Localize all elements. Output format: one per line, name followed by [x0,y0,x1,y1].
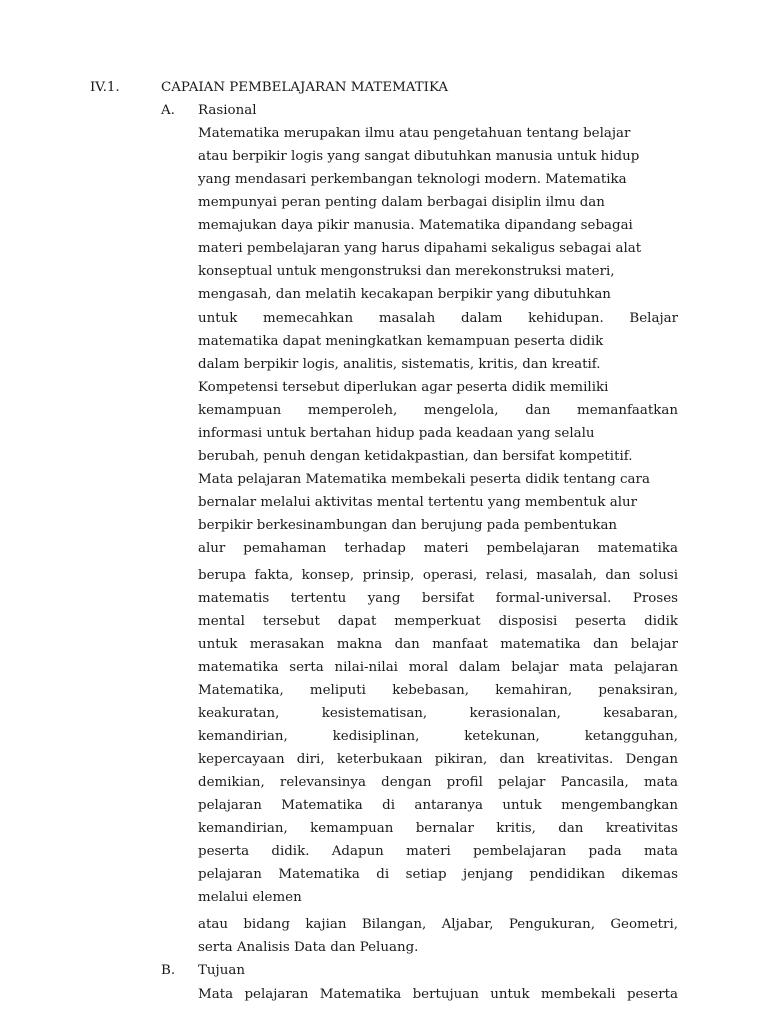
paragraph-line: melalui elemen [198,890,302,905]
subsection-b-title: Tujuan [198,963,245,978]
subsection-b-letter: B. [161,963,176,978]
paragraph-line: berubah, penuh dengan ketidakpastian, dan bersifat kompetitif. [198,449,633,464]
paragraph-line: pelajaran Matematika di antaranya untuk mengembangkan [198,798,678,813]
subsection-a-title: Rasional [198,103,257,118]
paragraph-line: pelajaran Matematika di setiap jenjang pendidikan dikemas [198,867,678,882]
paragraph-line: kemampuan memperoleh, mengelola, dan memanfaatkan [198,403,678,418]
paragraph-line: keakuratan, kesistematisan, kerasionalan, kesabaran, [198,706,678,721]
paragraph-line: matematis tertentu yang bersifat formal-universal. Proses [198,591,678,606]
paragraph-line: Mata pelajaran Matematika bertujuan untuk membekali peserta [198,987,678,1002]
paragraph-line: untuk merasakan makna dan manfaat matematika dan belajar [198,637,678,652]
paragraph-line: bernalar melalui aktivitas mental tertentu yang membentuk alur [198,495,638,510]
paragraph-line: Matematika merupakan ilmu atau pengetahuan tentang belajar [198,126,631,141]
subsection-a-letter: A. [161,103,175,118]
paragraph-line: Matematika, meliputi kebebasan, kemahiran, penaksiran, [198,683,678,698]
section-number: IV.1. [90,80,120,95]
paragraph-line: alur pemahaman terhadap materi pembelajaran matematika [198,541,678,556]
paragraph-line: matematika serta nilai-nilai moral dalam belajar mata pelajaran [198,660,678,675]
paragraph-line: kepercayaan diri, keterbukaan pikiran, dan kreativitas. Dengan [198,752,678,767]
paragraph-line: atau berpikir logis yang sangat dibutuhkan manusia untuk hidup [198,149,640,164]
paragraph-line: memajukan daya pikir manusia. Matematika dipandang sebagai [198,218,633,233]
paragraph-line: dalam berpikir logis, analitis, sistematis, kritis, dan kreatif. [198,357,601,372]
paragraph-line: berupa fakta, konsep, prinsip, operasi, relasi, masalah, dan solusi [198,568,678,583]
paragraph-line: mengasah, dan melatih kecakapan berpikir yang dibutuhkan [198,287,611,302]
paragraph-line: kemandirian, kedisiplinan, ketekunan, ketangguhan, [198,729,678,744]
paragraph-line: mempunyai peran penting dalam berbagai disiplin ilmu dan [198,195,605,210]
paragraph-line: kemandirian, kemampuan bernalar kritis, dan kreativitas [198,821,678,836]
paragraph-line: untuk memecahkan masalah dalam kehidupan. Belajar [198,311,678,326]
paragraph-line: konseptual untuk mengonstruksi dan merekonstruksi materi, [198,264,615,279]
paragraph-line: yang mendasari perkembangan teknologi modern. Matematika [198,172,627,187]
paragraph-line: berpikir berkesinambungan dan berujung pada pembentukan [198,518,618,533]
paragraph-line: peserta didik. Adapun materi pembelajaran pada mata [198,844,678,859]
paragraph-line: Mata pelajaran Matematika membekali peserta didik tentang cara [198,472,650,487]
paragraph-line: atau bidang kajian Bilangan, Aljabar, Pengukuran, Geometri, [198,917,678,932]
paragraph-line: demikian, relevansinya dengan profil pelajar Pancasila, mata [198,775,678,790]
paragraph-line: mental tersebut dapat memperkuat disposisi peserta didik [198,614,678,629]
section-title: CAPAIAN PEMBELAJARAN MATEMATIKA [161,80,449,95]
paragraph-line: matematika dapat meningkatkan kemampuan peserta didik [198,334,604,349]
paragraph-line: Kompetensi tersebut diperlukan agar peserta didik memiliki [198,380,609,395]
paragraph-line: materi pembelajaran yang harus dipahami sekaligus sebagai alat [198,241,642,256]
paragraph-line: serta Analisis Data dan Peluang. [198,940,419,955]
paragraph-line: informasi untuk bertahan hidup pada keadaan yang selalu [198,426,595,441]
